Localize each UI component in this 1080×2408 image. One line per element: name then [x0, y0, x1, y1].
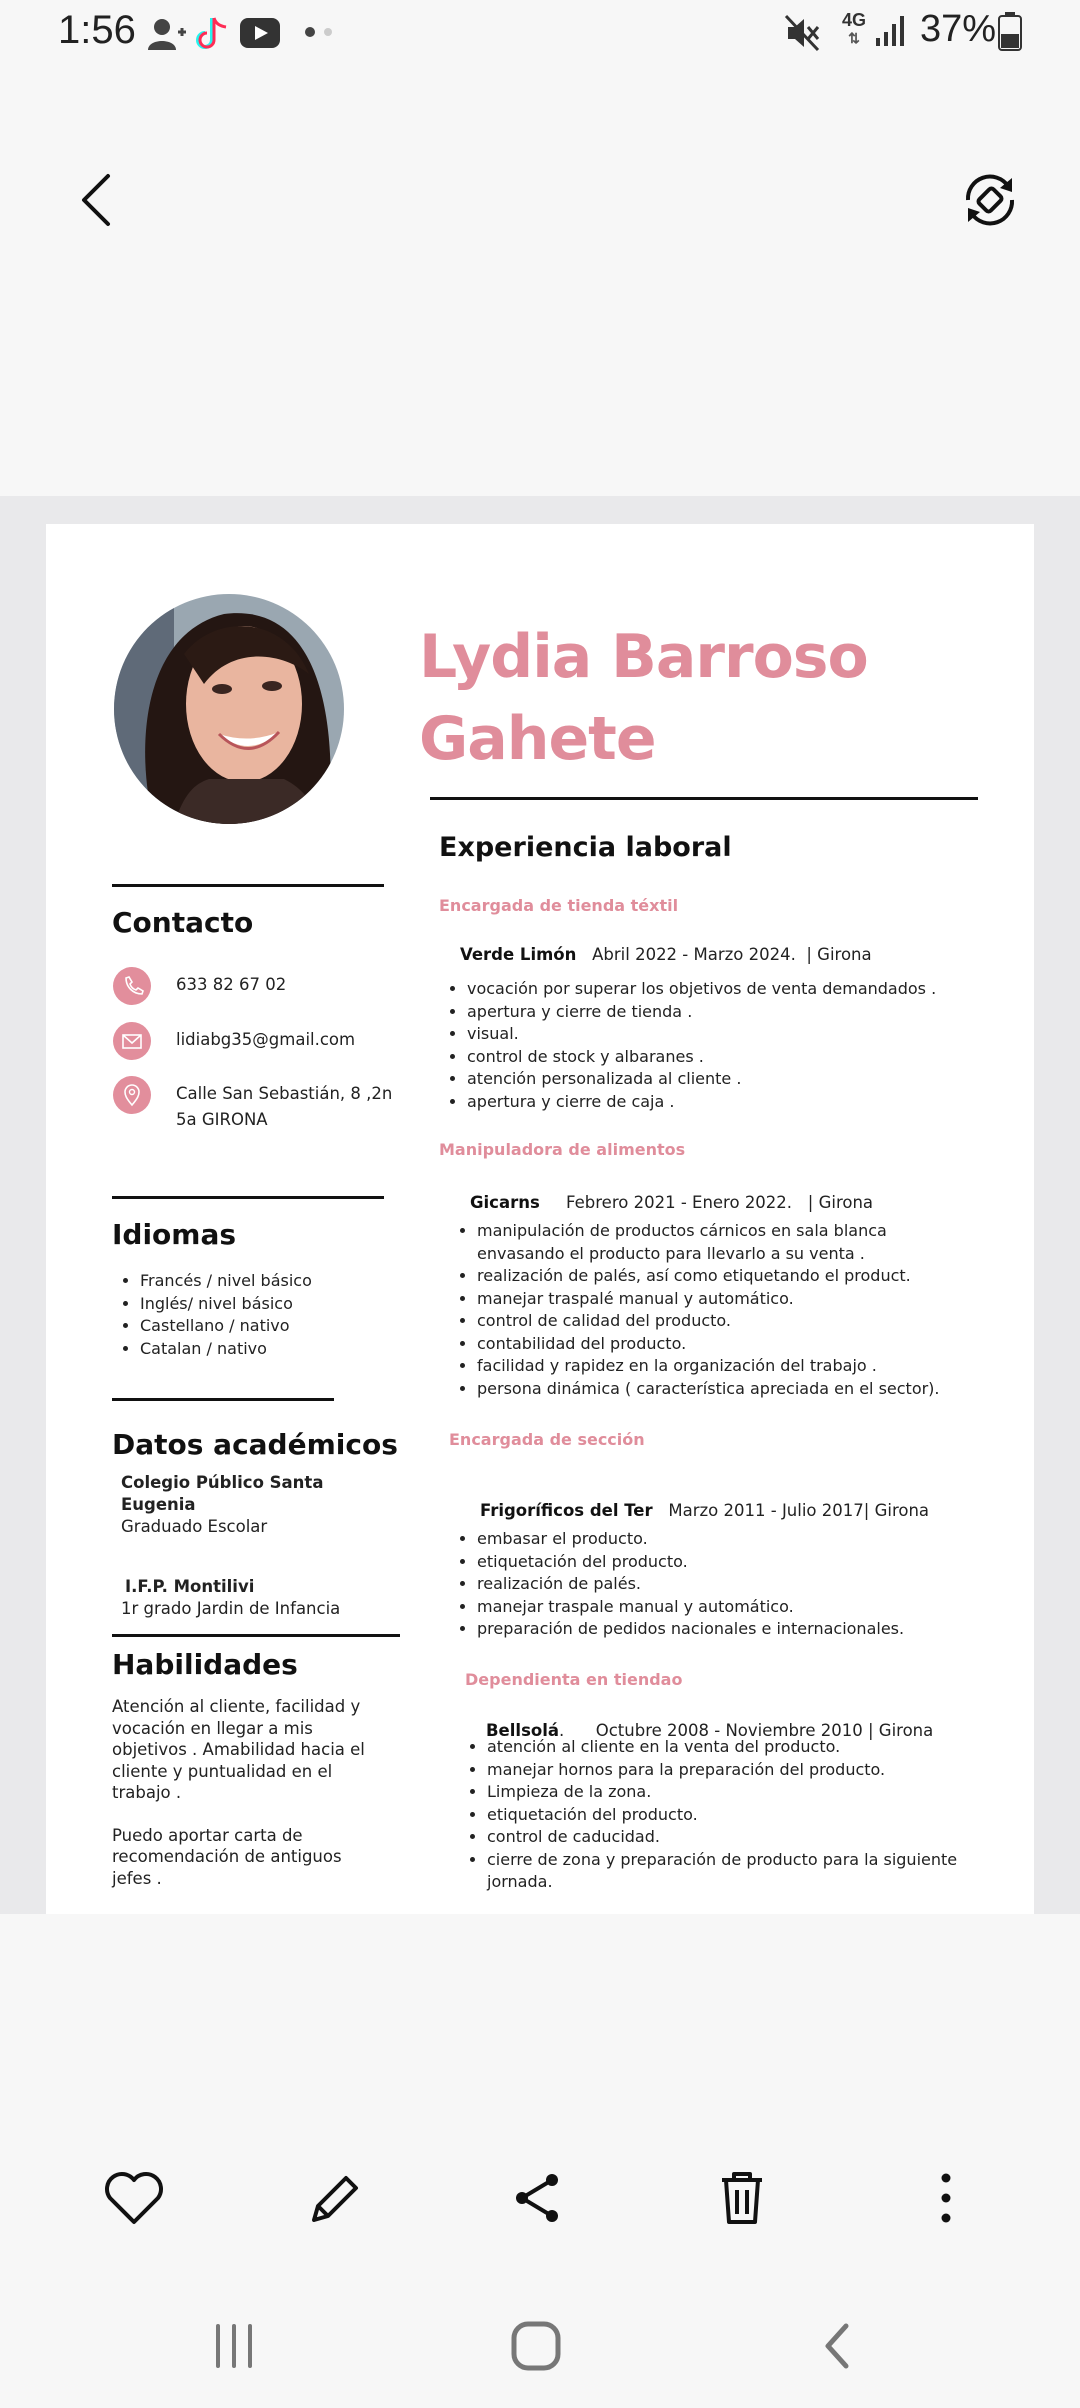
- languages-title: Idiomas: [112, 1218, 237, 1251]
- skills-divider: [112, 1634, 400, 1637]
- recents-nav-button[interactable]: [198, 2310, 270, 2382]
- job-bullet: • etiquetación del producto.: [477, 1551, 904, 1574]
- job-bullet: • control de caducidad.: [487, 1826, 957, 1849]
- skills-line: jefes .: [112, 1868, 162, 1888]
- favorite-button[interactable]: [98, 2162, 170, 2234]
- school1: [121, 1472, 323, 1538]
- academic-title: Datos académicos: [112, 1428, 398, 1461]
- job-bullets: [459, 1736, 957, 1894]
- job-details: Febrero 2021 - Enero 2022. | Girona: [539, 1193, 874, 1212]
- job-bullet: • visual.: [467, 1023, 936, 1046]
- back-button[interactable]: [72, 168, 120, 232]
- job-company: Gicarns: [469, 1193, 540, 1212]
- job-bullet: • manejar hornos para la preparación del producto.: [487, 1759, 957, 1782]
- job-bullet: • preparación de pedidos nacionales e internacionales.: [477, 1618, 904, 1641]
- job-bullet: • manejar traspalé manual y automático.: [477, 1288, 940, 1311]
- skills-text: [112, 1696, 365, 1889]
- school1-degree: Graduado Escolar: [121, 1517, 268, 1536]
- email-icon: [113, 1022, 151, 1060]
- job-company: Verde Limón: [459, 945, 577, 964]
- job-bullet: • apertura y cierre de caja .: [467, 1091, 936, 1114]
- job-role: Encargada de tienda téxtil: [439, 896, 679, 915]
- school1-name-line1: Colegio Público Santa: [121, 1473, 324, 1492]
- job-bullet: • atención al cliente en la venta del producto.: [487, 1736, 957, 1759]
- address-line2: 5a GIRONA: [176, 1110, 268, 1129]
- job-bullet: • realización de palés.: [477, 1573, 904, 1596]
- skills-line: recomendación de antiguos: [112, 1847, 342, 1866]
- job-bullet-text: cierre de zona y preparación de producto para la siguiente: [487, 1849, 958, 1869]
- battery-icon: [998, 12, 1022, 52]
- more-notifications-icon: [300, 26, 340, 38]
- network-type: 4G ⇅: [841, 10, 866, 46]
- job-bullet: • apertura y cierre de tienda .: [467, 1001, 936, 1024]
- network-type-label: 4G: [841, 10, 866, 30]
- job-bullet-cont: jornada.: [487, 1872, 553, 1891]
- job-bullet: • persona dinámica ( característica apreciada en el sector).: [477, 1378, 940, 1401]
- job-details: . Octubre 2008 - Noviembre 2010 | Girona: [559, 1721, 934, 1740]
- edit-button[interactable]: [300, 2162, 372, 2234]
- more-options-button[interactable]: [910, 2162, 982, 2234]
- contact-title: Contacto: [112, 906, 254, 939]
- contact-notification-icon: [146, 16, 186, 52]
- job-bullet: • contabilidad del producto.: [477, 1333, 940, 1356]
- name-divider: [430, 797, 978, 800]
- home-nav-button[interactable]: [500, 2310, 572, 2382]
- job-bullet: • control de stock y albaranes .: [467, 1046, 936, 1069]
- experience-title: Experiencia laboral: [439, 832, 732, 863]
- skills-line: vocación en llegar a mis: [112, 1718, 313, 1738]
- skills-line: cliente y puntualidad en el: [112, 1761, 333, 1781]
- delete-button[interactable]: [706, 2162, 778, 2234]
- job-bullet: [487, 1849, 957, 1894]
- contact-address: [176, 1081, 392, 1133]
- skills-title: Habilidades: [112, 1648, 298, 1681]
- youtube-notification-icon: [240, 18, 280, 48]
- job-bullet: • control de calidad del producto.: [477, 1310, 940, 1333]
- back-nav-button[interactable]: [802, 2310, 874, 2382]
- tiktok-notification-icon: [194, 14, 230, 54]
- job-bullet-text: manipulación de productos cárnicos en sala blanca: [477, 1221, 887, 1240]
- job-bullet: • manejar traspale manual y automático.: [477, 1596, 904, 1619]
- skills-line: Puedo aportar carta de: [112, 1825, 303, 1845]
- school2-name: I.F.P. Montilivi: [125, 1577, 255, 1596]
- cv-name: [419, 616, 868, 780]
- skills-line: objetivos . Amabilidad hacia el: [112, 1740, 365, 1759]
- job-details: Abril 2022 - Marzo 2024. | Girona: [576, 945, 872, 964]
- job-bullets: [439, 978, 936, 1113]
- mute-icon: [784, 14, 820, 52]
- language-item: • Castellano / nativo: [140, 1315, 312, 1338]
- job-role: Encargada de sección: [449, 1430, 645, 1449]
- job-bullet-cont: envasando el producto para llevarlo a su venta .: [477, 1243, 865, 1263]
- contact-divider: [112, 884, 384, 887]
- battery-percent: 37%: [920, 8, 997, 50]
- job-bullet: [477, 1220, 940, 1265]
- language-item: • Catalan / nativo: [140, 1338, 312, 1361]
- school2-degree: 1r grado Jardin de Infancia: [121, 1599, 341, 1618]
- contact-phone: 633 82 67 02: [176, 975, 287, 994]
- job-details: Marzo 2011 - Julio 2017| Girona: [652, 1501, 930, 1520]
- job-bullet: • etiquetación del producto.: [487, 1804, 957, 1827]
- school2: [121, 1576, 340, 1620]
- job-company: Frigoríficos del Ter: [479, 1501, 653, 1520]
- status-time: 1:56: [58, 8, 136, 52]
- job-bullet: • facilidad y rapidez en la organización del trabajo .: [477, 1355, 940, 1378]
- school1-name-line2: Eugenia: [121, 1495, 196, 1514]
- share-button[interactable]: [502, 2162, 574, 2234]
- skills-line: Atención al cliente, facilidad y: [112, 1697, 361, 1716]
- job-role: Dependienta en tiendao: [465, 1670, 683, 1689]
- job-bullet: • atención personalizada al cliente .: [467, 1068, 936, 1091]
- rotate-button[interactable]: [958, 168, 1022, 232]
- job-bullet: • Limpieza de la zona.: [487, 1781, 957, 1804]
- job-bullets: [449, 1220, 940, 1400]
- signal-icon: [874, 14, 908, 48]
- location-icon: [113, 1076, 151, 1114]
- cv-document[interactable]: [46, 524, 1034, 1914]
- language-item: • Francés / nivel básico: [140, 1270, 312, 1293]
- job-bullet: • vocación por superar los objetivos de venta demandados .: [467, 978, 936, 1001]
- language-item: • Inglés/ nivel básico: [140, 1293, 312, 1316]
- phone-icon: [113, 967, 151, 1005]
- job-company: Bellsolá: [485, 1721, 560, 1740]
- languages-divider: [112, 1196, 384, 1199]
- profile-photo: [114, 594, 344, 824]
- job-role: Manipuladora de alimentos: [439, 1140, 686, 1159]
- job-bullet: • embasar el producto.: [477, 1528, 904, 1551]
- job-bullet: • realización de palés, así como etiquetando el product.: [477, 1265, 940, 1288]
- languages-list: [112, 1270, 312, 1360]
- status-bar: [0, 0, 1080, 64]
- job-bullets: [449, 1528, 904, 1641]
- contact-email: lidiabg35@gmail.com: [176, 1030, 356, 1049]
- skills-line: trabajo .: [112, 1783, 182, 1802]
- job-company-line: [439, 926, 872, 983]
- cv-name-line2: Gahete: [419, 704, 656, 774]
- academic-divider: [112, 1398, 334, 1401]
- cv-name-line1: Lydia Barroso: [419, 622, 868, 692]
- address-line1: Calle San Sebastián, 8 ,2n: [176, 1084, 393, 1103]
